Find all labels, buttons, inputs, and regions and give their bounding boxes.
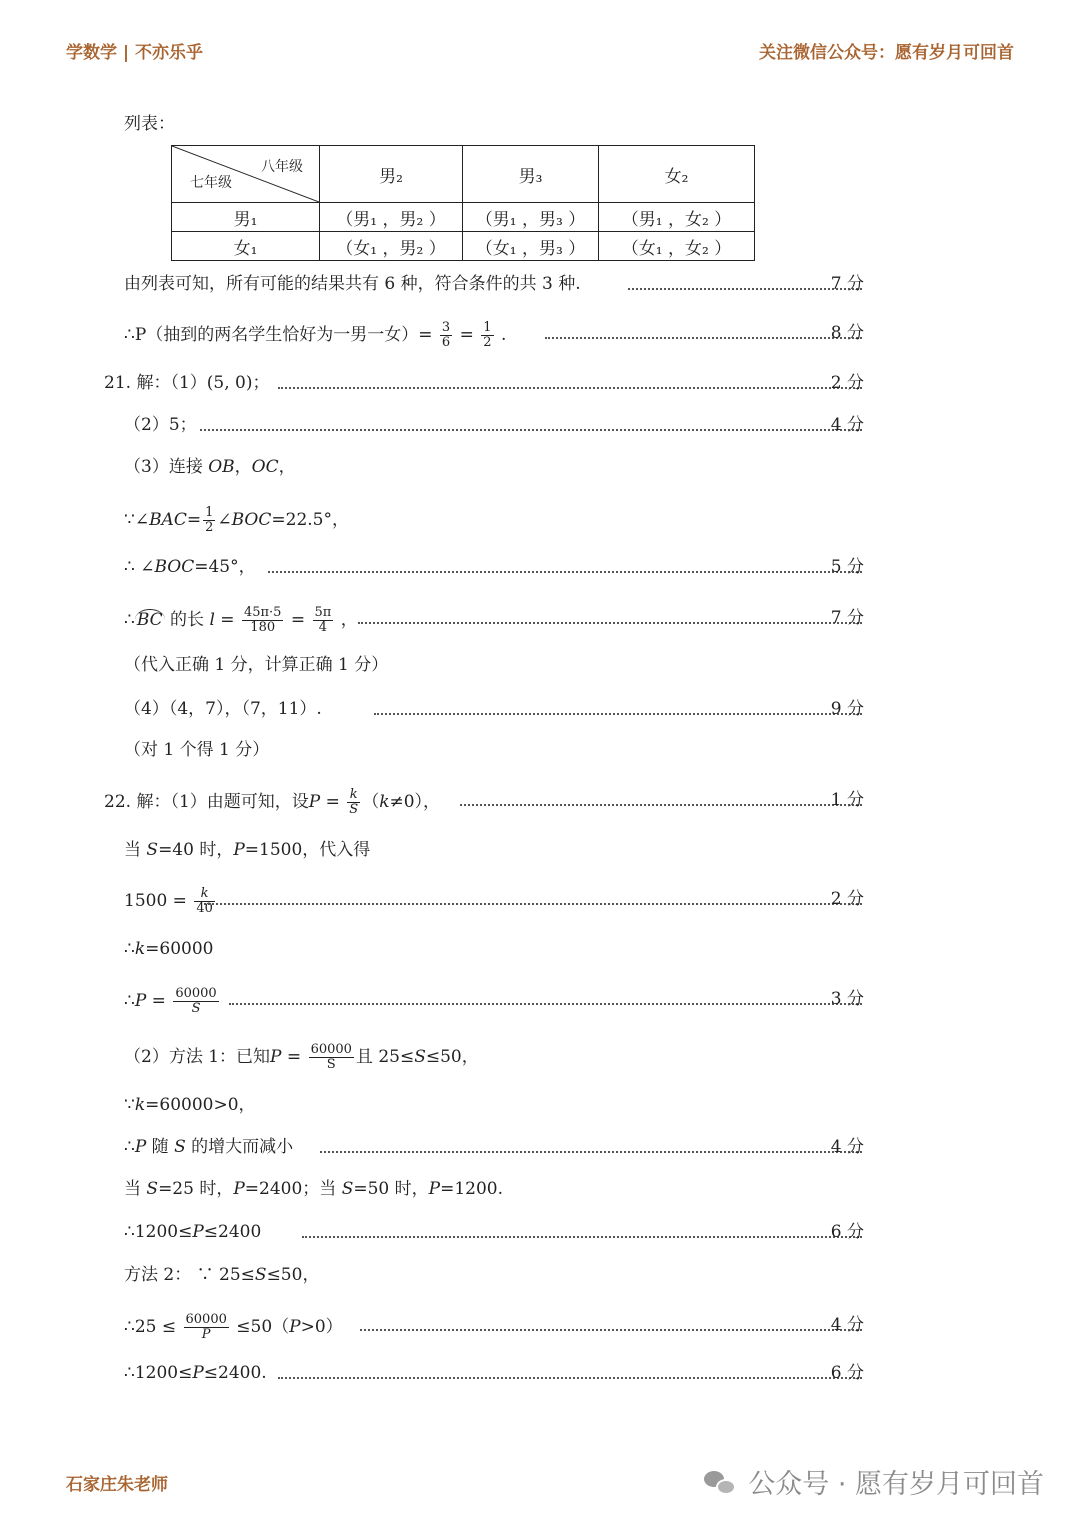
- dot-leader: [204, 889, 862, 905]
- score: 2 分: [830, 373, 864, 393]
- equation-1500: 1500 = $\frac{k}{40}$: [124, 886, 213, 916]
- method-1: （2）方法 1：已知P = $\frac{60000}{S}$ 且 25≤S≤50，: [124, 1042, 479, 1072]
- dot-leader: [302, 1222, 862, 1238]
- final-range: ∴1200≤P≤2400.: [124, 1363, 267, 1383]
- col-header: 男₃: [463, 146, 599, 203]
- fraction: $\frac{k}{S}$: [349, 787, 359, 817]
- q22-line-12: [0, 1312, 1080, 1342]
- q21-part3: （3）连接 OB，OC，: [124, 457, 296, 477]
- score: 5 分: [830, 557, 864, 577]
- scoring-note: （代入正确 1 分，计算正确 1 分）: [124, 655, 389, 675]
- header-right-title: 关注微信公众号：愿有岁月可回首: [759, 43, 1014, 63]
- dot-leader: [200, 415, 862, 431]
- table-cell: （女₁ ，男₂ ）: [320, 232, 463, 261]
- table-cell: （女₁ ，女₂ ）: [599, 232, 755, 261]
- q20-summary-line: [0, 272, 1080, 296]
- q21-part1: 21. 解：（1）(5, 0)；: [104, 373, 270, 393]
- q22-line-10: [0, 1220, 1080, 1244]
- score: 7 分: [830, 274, 864, 294]
- fraction: $\frac{60000}{S}$: [175, 986, 217, 1016]
- inequality: ∴25 ≤ $\frac{60000}{P}$ ≤50（P>0）: [124, 1312, 343, 1342]
- q21-part4: （4）（4，7），（7，11）.: [124, 699, 322, 719]
- q22-line-7: [0, 1093, 1080, 1117]
- table-row: [172, 203, 755, 232]
- watermark-text: 公众号 · 愿有岁月可回首: [748, 1469, 1044, 1500]
- angle-relation: ∵∠BAC= $\frac{1}{2}$ ∠BOC=22.5°，: [124, 505, 349, 535]
- fraction: $\frac{3}{6}$: [441, 320, 451, 350]
- angle-boc: ∴ ∠BOC=45°，: [124, 557, 256, 577]
- dot-leader: [358, 608, 862, 624]
- fraction: $\frac{1}{2}$: [205, 505, 214, 535]
- footer-author: 石家庄朱老师: [66, 1475, 168, 1495]
- q22-line-6: [0, 1042, 1080, 1072]
- score: 8 分: [830, 323, 864, 343]
- score: 4 分: [830, 1315, 864, 1335]
- row-label: 女₁: [172, 232, 320, 261]
- q22-line-9: [0, 1177, 1080, 1201]
- k-positive: ∵k=60000>0，: [124, 1095, 256, 1115]
- monotonic: ∴P 随 S 的增大而减小: [124, 1137, 294, 1157]
- q21-line-8: [0, 697, 1080, 721]
- fraction: $\frac{45\pi\cdot 5}{180}$: [243, 605, 282, 635]
- col-header: 男₂: [320, 146, 463, 203]
- q21-line-6: [0, 605, 1080, 635]
- dot-leader: [268, 557, 862, 573]
- table-cell: （女₁ ，男₃ ）: [463, 232, 599, 261]
- dot-leader: [229, 989, 862, 1005]
- score: 9 分: [830, 699, 864, 719]
- dot-leader: [628, 274, 862, 290]
- fraction: $\frac{1}{2}$: [483, 320, 492, 350]
- q22-line-4: [0, 937, 1080, 961]
- diag-top-label: 八年级: [261, 159, 303, 175]
- score: 7 分: [830, 608, 864, 628]
- dot-leader: [374, 699, 862, 715]
- wechat-icon: [704, 1469, 738, 1495]
- q22-line-3: [0, 886, 1080, 916]
- q22-line-11: [0, 1263, 1080, 1287]
- dot-leader: [545, 323, 862, 339]
- table-header-row: [172, 146, 755, 203]
- dot-leader: [278, 373, 862, 389]
- q21-line-2: [0, 413, 1080, 437]
- score: 2 分: [830, 889, 864, 909]
- score: 6 分: [830, 1363, 864, 1383]
- k-value: ∴k=60000: [124, 939, 214, 959]
- p-formula: ∴P = $\frac{60000}{S}$: [124, 986, 217, 1016]
- score: 6 分: [830, 1222, 864, 1242]
- q20-probability-line: [0, 320, 1080, 350]
- score: 3 分: [830, 989, 864, 1009]
- outcome-table: [171, 145, 755, 261]
- fraction: $\frac{k}{40}$: [196, 886, 213, 916]
- q22-line-8: [0, 1135, 1080, 1159]
- header-left-title: 学数学 | 不亦乐乎: [66, 43, 204, 63]
- table-row: [172, 232, 755, 261]
- q21-part2: （2）5；: [124, 415, 197, 435]
- q22-line-2: [0, 838, 1080, 862]
- diag-bottom-label: 七年级: [190, 175, 232, 191]
- arc-length: ∴ BC 的长 l = $\frac{45\pi\cdot 5}{180}$ = $\frac{5\pi}{4}$ ，: [124, 605, 358, 635]
- col-header: 女₂: [599, 146, 755, 203]
- score: 4 分: [830, 415, 864, 435]
- fraction: $\frac{60000}{S}$: [310, 1042, 352, 1072]
- table-intro: 列表：: [124, 114, 175, 134]
- dot-leader: [320, 1137, 862, 1153]
- score: 1 分: [830, 790, 864, 810]
- fraction: $\frac{5\pi}{4}$: [314, 605, 332, 635]
- substitution: 当 S=40 时，P=1500，代入得: [124, 840, 371, 860]
- table-cell: （男₁ ，女₂ ）: [599, 203, 755, 232]
- dot-leader: [360, 1315, 862, 1331]
- q20-summary: 由列表可知，所有可能的结果共有 6 种，符合条件的共 3 种.: [124, 274, 581, 294]
- q22-part1: 22. 解：（1）由题可知，设P = $\frac{k}{S}$ （k≠0），: [104, 787, 441, 817]
- q21-line-4: [0, 505, 1080, 535]
- score: 4 分: [830, 1137, 864, 1157]
- diagonal-header-cell: [172, 146, 320, 203]
- q22-line-5: [0, 986, 1080, 1016]
- dot-leader: [460, 790, 862, 806]
- scoring-note: （对 1 个得 1 分）: [124, 740, 270, 760]
- table-cell: （男₁ ，男₂ ）: [320, 203, 463, 232]
- dot-leader: [278, 1363, 862, 1379]
- q21-line-9: [0, 738, 1080, 762]
- table-intro-line: [0, 112, 1080, 136]
- probability-expression: ∴P（抽到的两名学生恰好为一男一女）= $\frac{3}{6}$ = $\frac{1}{2}$ .: [124, 320, 507, 350]
- q21-line-5: [0, 555, 1080, 579]
- arc-bc: BC: [136, 610, 163, 630]
- q22-line-1: [0, 787, 1080, 817]
- q21-line-1: [0, 371, 1080, 395]
- q22-line-13: [0, 1361, 1080, 1385]
- row-label: 男₁: [172, 203, 320, 232]
- method-2: 方法 2： ∵ 25≤S≤50，: [124, 1265, 320, 1285]
- table-cell: （男₁ ，男₃ ）: [463, 203, 599, 232]
- fraction: $\frac{60000}{P}$: [185, 1312, 227, 1342]
- p-range: ∴1200≤P≤2400: [124, 1222, 262, 1242]
- q21-line-7: [0, 653, 1080, 677]
- endpoint-values: 当 S=25 时，P=2400；当 S=50 时，P=1200.: [124, 1179, 504, 1199]
- q21-line-3: [0, 455, 1080, 479]
- watermark: [704, 1462, 1044, 1501]
